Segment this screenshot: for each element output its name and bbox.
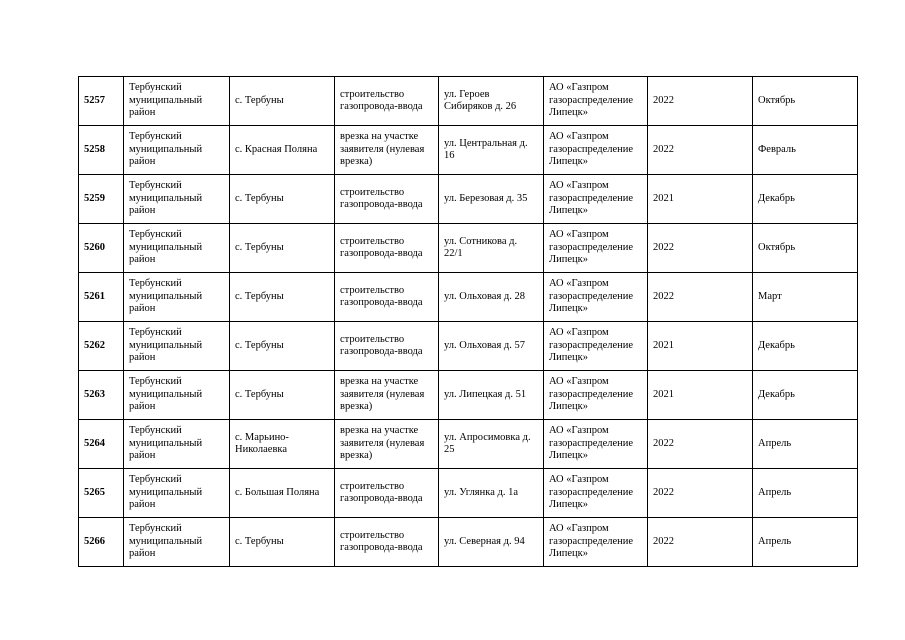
table-row [79,420,858,469]
address-cell: ул. Героев Сибиряков д. 26 [439,77,544,126]
month-cell: Декабрь [753,175,858,224]
village-cell: с. Тербуны [230,224,335,273]
work-type-cell: строительство газопровода-ввода [335,469,439,518]
row-number: 5258 [79,126,124,175]
year-cell: 2022 [648,77,753,126]
year-cell: 2021 [648,371,753,420]
village-cell: с. Марьино-Николаевка [230,420,335,469]
village-cell: с. Тербуны [230,77,335,126]
village-cell: с. Тербуны [230,518,335,567]
table-row [79,224,858,273]
row-number: 5261 [79,273,124,322]
month-cell: Декабрь [753,322,858,371]
village-cell: с. Тербуны [230,371,335,420]
month-cell: Декабрь [753,371,858,420]
village-cell: с. Красная Поляна [230,126,335,175]
address-cell: ул. Углянка д. 1а [439,469,544,518]
address-cell: ул. Апросимовка д. 25 [439,420,544,469]
district-cell: Тербунский муниципальный район [124,371,230,420]
organization-cell: АО «Газпром газораспределение Липецк» [544,420,648,469]
district-cell: Тербунский муниципальный район [124,77,230,126]
row-number: 5262 [79,322,124,371]
row-number: 5265 [79,469,124,518]
address-cell: ул. Ольховая д. 28 [439,273,544,322]
organization-cell: АО «Газпром газораспределение Липецк» [544,126,648,175]
address-cell: ул. Сотникова д. 22/1 [439,224,544,273]
work-type-cell: врезка на участке заявителя (нулевая врезка) [335,420,439,469]
row-number: 5264 [79,420,124,469]
table-row [79,126,858,175]
year-cell: 2022 [648,273,753,322]
district-cell: Тербунский муниципальный район [124,322,230,371]
table-row [79,273,858,322]
address-cell: ул. Северная д. 94 [439,518,544,567]
year-cell: 2021 [648,322,753,371]
month-cell: Апрель [753,420,858,469]
year-cell: 2022 [648,469,753,518]
work-type-cell: строительство газопровода-ввода [335,77,439,126]
address-cell: ул. Липецкая д. 51 [439,371,544,420]
village-cell: с. Тербуны [230,175,335,224]
village-cell: с. Тербуны [230,273,335,322]
village-cell: с. Тербуны [230,322,335,371]
district-cell: Тербунский муниципальный район [124,126,230,175]
address-cell: ул. Центральная д. 16 [439,126,544,175]
work-type-cell: строительство газопровода-ввода [335,322,439,371]
table-row [79,322,858,371]
work-type-cell: врезка на участке заявителя (нулевая врезка) [335,126,439,175]
month-cell: Февраль [753,126,858,175]
row-number: 5257 [79,77,124,126]
address-cell: ул. Березовая д. 35 [439,175,544,224]
month-cell: Март [753,273,858,322]
organization-cell: АО «Газпром газораспределение Липецк» [544,518,648,567]
table-row [79,371,858,420]
organization-cell: АО «Газпром газораспределение Липецк» [544,371,648,420]
work-type-cell: врезка на участке заявителя (нулевая врезка) [335,371,439,420]
district-cell: Тербунский муниципальный район [124,469,230,518]
table-row [79,175,858,224]
district-cell: Тербунский муниципальный район [124,224,230,273]
month-cell: Октябрь [753,224,858,273]
work-type-cell: строительство газопровода-ввода [335,175,439,224]
year-cell: 2022 [648,224,753,273]
district-cell: Тербунский муниципальный район [124,273,230,322]
organization-cell: АО «Газпром газораспределение Липецк» [544,469,648,518]
district-cell: Тербунский муниципальный район [124,518,230,567]
month-cell: Апрель [753,518,858,567]
year-cell: 2021 [648,175,753,224]
work-type-cell: строительство газопровода-ввода [335,518,439,567]
row-number: 5263 [79,371,124,420]
organization-cell: АО «Газпром газораспределение Липецк» [544,175,648,224]
row-number: 5259 [79,175,124,224]
gas-connection-table [78,76,858,567]
address-cell: ул. Ольховая д. 57 [439,322,544,371]
table-row [79,77,858,126]
organization-cell: АО «Газпром газораспределение Липецк» [544,322,648,371]
table-row [79,469,858,518]
year-cell: 2022 [648,126,753,175]
work-type-cell: строительство газопровода-ввода [335,273,439,322]
organization-cell: АО «Газпром газораспределение Липецк» [544,77,648,126]
organization-cell: АО «Газпром газораспределение Липецк» [544,224,648,273]
month-cell: Апрель [753,469,858,518]
table-row [79,518,858,567]
row-number: 5260 [79,224,124,273]
year-cell: 2022 [648,420,753,469]
district-cell: Тербунский муниципальный район [124,420,230,469]
month-cell: Октябрь [753,77,858,126]
year-cell: 2022 [648,518,753,567]
organization-cell: АО «Газпром газораспределение Липецк» [544,273,648,322]
row-number: 5266 [79,518,124,567]
village-cell: с. Большая Поляна [230,469,335,518]
work-type-cell: строительство газопровода-ввода [335,224,439,273]
district-cell: Тербунский муниципальный район [124,175,230,224]
table-body [79,77,858,567]
